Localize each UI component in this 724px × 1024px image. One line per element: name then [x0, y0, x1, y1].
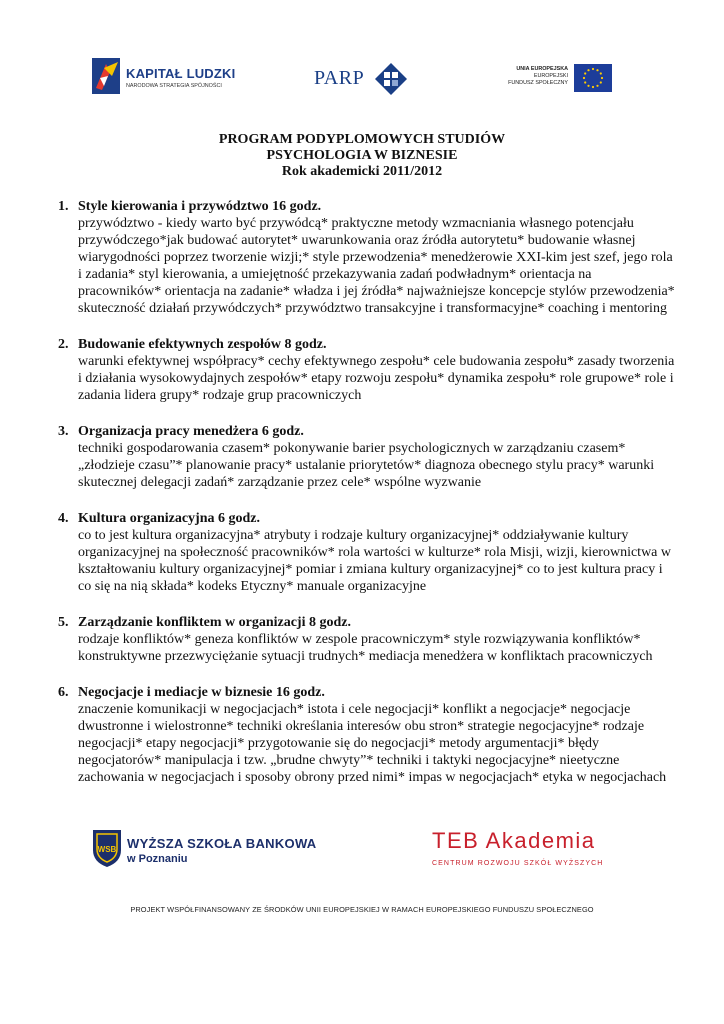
wsb-shield-icon: [91, 828, 123, 868]
kapital-ludzki-subtitle: NARODOWA STRATEGIA SPÓJNOŚCI: [126, 83, 222, 89]
teb-akademia-logo: [432, 828, 652, 872]
section-body: przywództwo - kiedy warto być przywódcą* praktyczne metody wzmacniania własnego potencjału przywódczego*jak budować autorytet* uwarunkowania oraz źródła autorytetu* budowanie własnej wiarygodności poprzez tworzenie wizji;* style przewodzenia* menedżerowie XXI-kim jest szef, jego rola i zadania* styl kierowania, a umiejętność przekazywania zadań podwładnym* orientacja na pracowników* orientacja na zadanie* władza i jej źródła* najważniejsze koncepcje stylów przewodzenia* skuteczność działań przywódczych* przywództwo transakcyjne i transformacyjne* coaching i mentoring: [78, 216, 675, 316]
wsb-city: w Poznaniu: [127, 853, 188, 865]
title-line3: Rok akademicki 2011/2012: [281, 164, 443, 179]
program-sections: [58, 198, 678, 805]
eu-line3: FUNDUSZ SPOŁECZNY: [508, 80, 568, 87]
wsb-badge-text: WSB: [97, 845, 117, 854]
kapital-ludzki-emblem-icon: [92, 58, 124, 98]
section-3: [58, 423, 678, 491]
section-heading: Organizacja pracy menedżera 6 godz.: [78, 424, 304, 439]
header-logos: [0, 58, 724, 102]
section-title: [58, 684, 678, 701]
kapital-ludzki-logo: [92, 58, 236, 98]
parp-logo: [314, 62, 424, 98]
parp-emblem-icon: [374, 62, 408, 96]
section-2: [58, 336, 678, 404]
eu-flag-icon: [574, 64, 612, 92]
eu-line1: UNIA EUROPEJSKA: [516, 66, 568, 72]
title-line2: PSYCHOLOGIA W BIZNESIE: [266, 148, 458, 163]
section-heading: Negocjacje i mediacje w biznesie 16 godz.: [78, 685, 325, 700]
section-title: [58, 614, 678, 631]
section-title: [58, 510, 678, 527]
section-body: warunki efektywnej współpracy* cechy efektywnego zespołu* cele budowania zespołu* zasady tworzenia i działania wysokowydajnych zespołów* etapy rozwoju zespołu* dynamika zespołu* role grupowe* role i zadania lidera grupy* rodzaje grup pracowniczych: [78, 354, 675, 403]
section-6: [58, 684, 678, 786]
section-number: 5.: [58, 615, 69, 630]
funding-note: PROJEKT WSPÓŁFINANSOWANY ZE ŚRODKÓW UNII EUROPEJSKIEJ W RAMACH EUROPEJSKIEGO FUNDUSZU SPOŁECZNEGO: [130, 905, 594, 914]
parp-name: PARP: [314, 67, 365, 89]
document-title: [0, 132, 724, 180]
title-line1: PROGRAM PODYPLOMOWYCH STUDIÓW: [218, 132, 506, 147]
section-heading: Style kierowania i przywództwo 16 godz.: [78, 199, 322, 214]
section-number: 4.: [58, 511, 69, 526]
section-number: 2.: [58, 337, 69, 352]
section-1: [58, 198, 678, 317]
section-body: techniki gospodarowania czasem* pokonywanie barier psychologicznych w zarządzaniu czasem* „złodzieje czasu”* planowanie pracy* ustalanie priorytetów* diagnoza obecnego stylu pracy* warunki skutecznej delegacji zadań* zarządzanie przez cele* wspólne wyzwanie: [78, 441, 655, 490]
section-5: [58, 614, 678, 665]
eu-line2: EUROPEJSKI: [533, 73, 568, 80]
section-heading: Kultura organizacyjna 6 godz.: [78, 511, 260, 526]
eu-stars-icon: [574, 64, 612, 92]
section-heading: Budowanie efektywnych zespołów 8 godz.: [78, 337, 327, 352]
eu-logo: [500, 64, 612, 98]
wsb-name: WYŻSZA SZKOŁA BANKOWA: [127, 836, 317, 851]
section-heading: Zarządzanie konfliktem w organizacji 8 godz.: [78, 615, 351, 630]
section-number: 1.: [58, 199, 69, 214]
eu-text: [508, 66, 568, 88]
teb-name: TEB Akademia: [432, 828, 596, 853]
section-number: 3.: [58, 424, 69, 439]
wsb-logo: [91, 828, 331, 870]
teb-subtitle: CENTRUM ROZWOJU SZKÓŁ WYŻSZYCH: [432, 860, 604, 867]
section-4: [58, 510, 678, 595]
section-title: [58, 198, 678, 215]
section-body: znaczenie komunikacji w negocjacjach* istota i cele negocjacji* konflikt a negocjacje* negocjacje dwustronne i wielostronne* techniki określania interesów obu stron* strategie negocjacyjne* rodzaje negocjacji* etapy negocjacji* przygotowanie się do negocjacji* metody argumentacji* błędy negocjatorów* manipulacja i tzw. „brudne chwyty”* techniki i taktyki negocjacyjne* nieetyczne zachowania w negocjacjach i sposoby obrony przed nimi* impas w negocjacjach* etyka w negocjachach: [78, 702, 667, 785]
section-title: [58, 423, 678, 440]
section-title: [58, 336, 678, 353]
section-number: 6.: [58, 685, 69, 700]
kapital-ludzki-name: KAPITAŁ LUDZKI: [126, 66, 236, 81]
section-body: rodzaje konfliktów* geneza konfliktów w zespole pracowniczym* style rozwiązywania konfliktów* konstruktywne przezwyciężanie sytuacji trudnych* mediacja menedżera w konfliktach pracowniczych: [78, 632, 653, 664]
section-body: co to jest kultura organizacyjna* atrybuty i rodzaje kultury organizacyjnej* oddziaływanie kultury organizacyjnej na społeczność pracowników* rola wartości w kulturze* rola Misji, wizji, kierownictwa w kształtowaniu kultury organizacyjnej* pomiar i zmiana kultury organizacyjnej* co to jest kultura pracy i co się na nią składa* kodeks Etyczny* manuale organizacyjne: [78, 528, 672, 594]
